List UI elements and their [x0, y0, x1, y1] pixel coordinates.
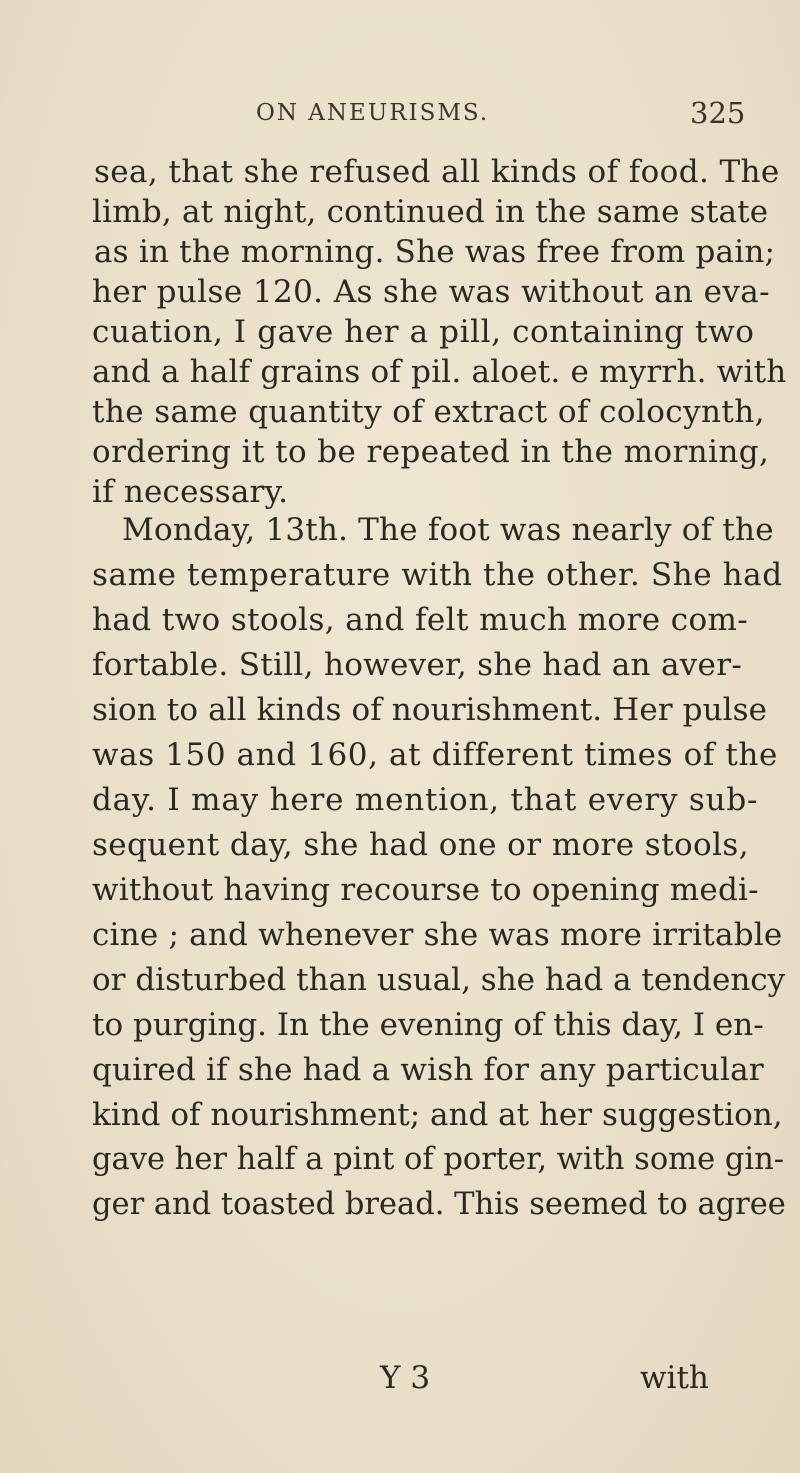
- text-line: ger and toasted bread. This seemed to agree: [92, 1187, 786, 1222]
- text-line: her pulse 120. As she was without an eva-: [92, 274, 771, 310]
- running-head: ON ANEURISMS.: [256, 100, 490, 126]
- text-line: as in the morning. She was free from pain;: [94, 234, 776, 270]
- page-header: [0, 92, 800, 132]
- text-line: same temperature with the other. She had: [92, 557, 783, 593]
- text-line: sea, that she refused all kinds of food. The: [94, 154, 780, 190]
- text-line: quired if she had a wish for any particular: [92, 1052, 764, 1088]
- text-line: and a half grains of pil. aloet. e myrrh. with: [92, 354, 787, 390]
- text-line: day. I may here mention, that every sub-: [92, 782, 759, 818]
- text-line: sequent day, she had one or more stools,: [92, 827, 749, 863]
- text-line: cuation, I gave her a pill, containing two: [92, 314, 755, 350]
- catchword: with: [640, 1360, 709, 1396]
- text-line: without having recourse to opening medi-: [92, 872, 759, 908]
- page-number: 325: [690, 96, 746, 130]
- text-line: sion to all kinds of nourishment. Her pulse: [92, 692, 768, 728]
- text-line: had two stools, and felt much more com-: [92, 602, 749, 638]
- text-line: limb, at night, continued in the same state: [92, 194, 769, 230]
- text-line: if necessary.: [92, 474, 289, 510]
- text-line: the same quantity of extract of colocynth,: [92, 394, 765, 430]
- text-line: or disturbed than usual, she had a tendency: [92, 962, 786, 998]
- text-line: cine ; and whenever she was more irritable: [92, 917, 783, 953]
- text-line: kind of nourishment; and at her suggestion,: [92, 1097, 783, 1133]
- text-line: fortable. Still, however, she had an aver-: [92, 647, 743, 683]
- page-footer: [0, 1360, 800, 1400]
- text-line: ordering it to be repeated in the morning,: [92, 434, 770, 470]
- text-line: to purging. In the evening of this day, I en-: [92, 1007, 764, 1043]
- text-line: was 150 and 160, at different times of the: [92, 737, 778, 773]
- text-line: gave her half a pint of porter, with some gin-: [92, 1142, 785, 1177]
- signature-mark: Y 3: [380, 1360, 431, 1396]
- text-line: Monday, 13th. The foot was nearly of the: [122, 512, 774, 548]
